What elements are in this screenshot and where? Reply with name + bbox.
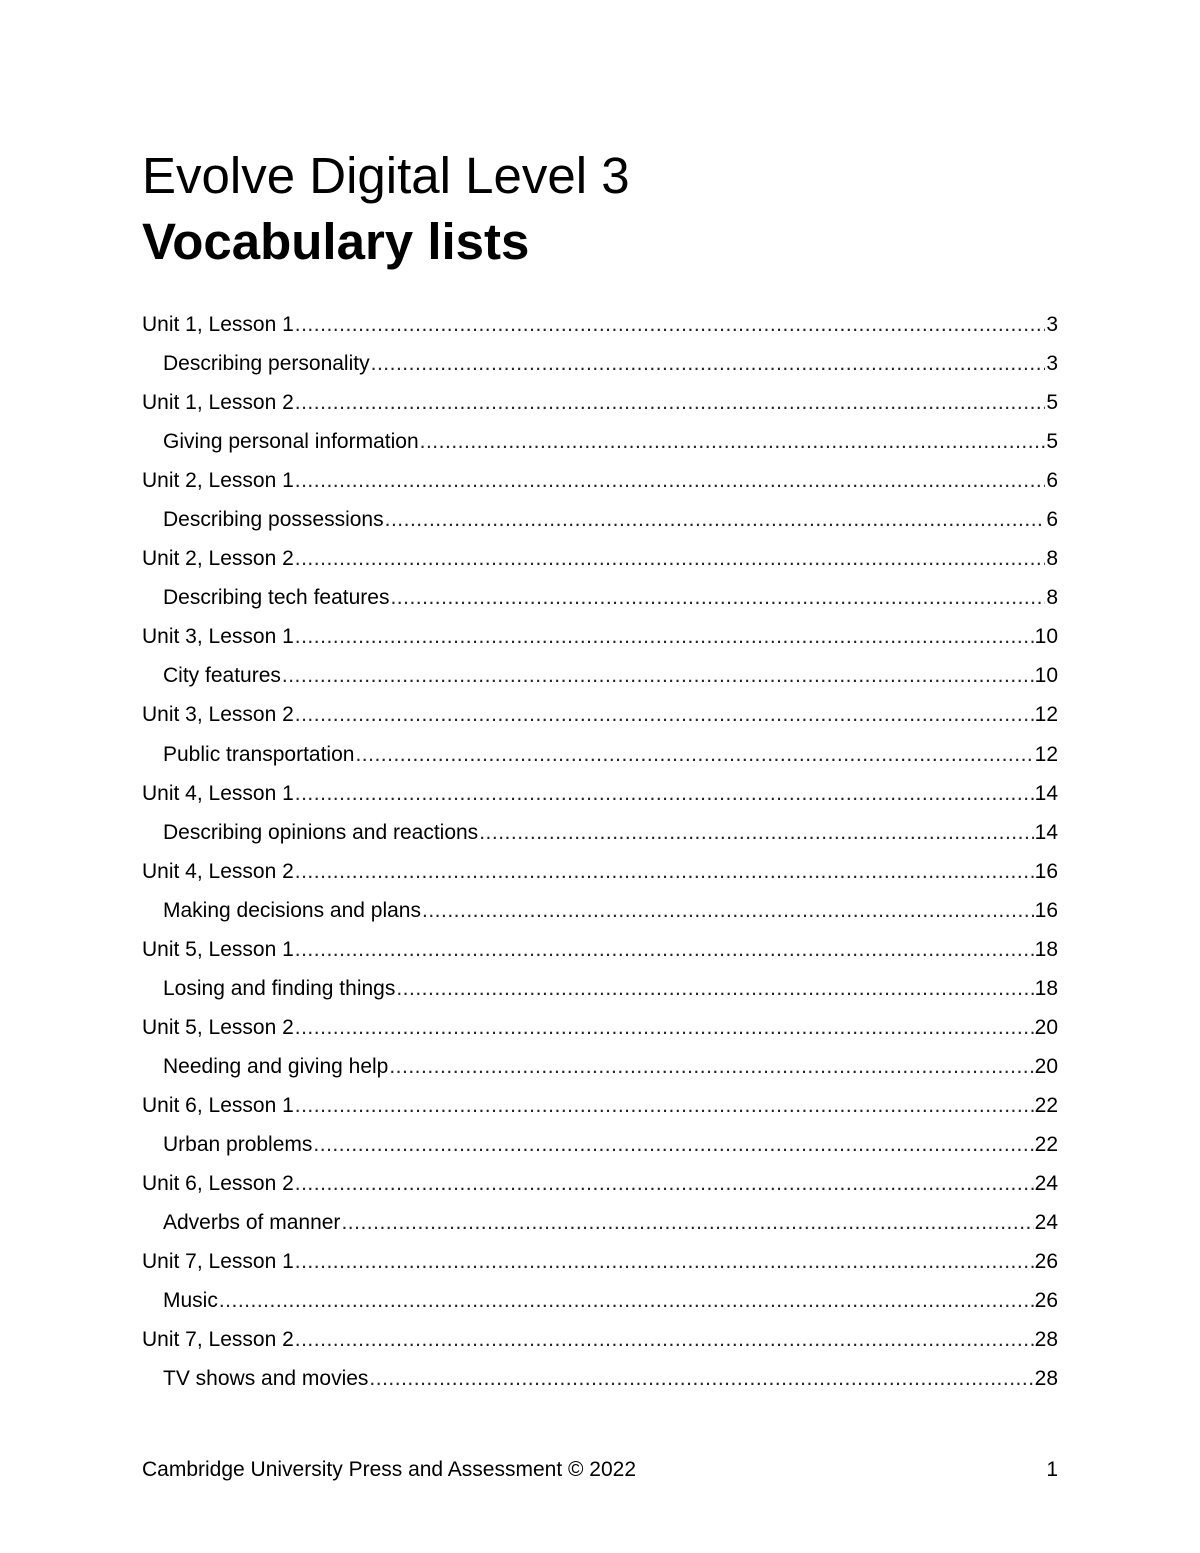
toc-page-number: 18 xyxy=(1034,976,1058,1000)
toc-dot-leader xyxy=(385,500,1046,539)
toc-page-number: 8 xyxy=(1046,586,1058,610)
document-title: Evolve Digital Level 3 xyxy=(142,147,630,204)
toc-entry-label: Adverbs of manner xyxy=(163,1211,341,1235)
toc-entry-label: Unit 3, Lesson 2 xyxy=(142,703,294,727)
toc-page-number: 10 xyxy=(1034,625,1058,649)
toc-page-number: 22 xyxy=(1034,1132,1058,1156)
toc-dot-leader xyxy=(313,1125,1033,1164)
toc-entry-label: Unit 5, Lesson 2 xyxy=(142,1015,294,1039)
toc-subentry[interactable] xyxy=(142,1359,1058,1398)
toc-page-number: 14 xyxy=(1034,781,1058,805)
toc-subentry[interactable] xyxy=(142,422,1058,461)
toc-entry[interactable] xyxy=(142,1086,1058,1125)
toc-dot-leader xyxy=(355,735,1033,774)
toc-entry-label: Describing opinions and reactions xyxy=(163,820,479,844)
toc-entry-label: Unit 3, Lesson 1 xyxy=(142,625,294,649)
toc-dot-leader xyxy=(369,1359,1033,1398)
toc-page-number: 3 xyxy=(1046,313,1058,336)
toc-page-number: 16 xyxy=(1034,859,1058,883)
toc-entry[interactable] xyxy=(142,1320,1058,1359)
footer-page-number: 1 xyxy=(1046,1458,1058,1481)
toc-entry-label: Unit 4, Lesson 2 xyxy=(142,859,294,883)
toc-page-number: 6 xyxy=(1046,508,1058,532)
toc-dot-leader xyxy=(295,461,1046,500)
toc-page-number: 12 xyxy=(1034,742,1058,766)
toc-entry[interactable] xyxy=(142,695,1058,734)
toc-entry[interactable] xyxy=(142,1242,1058,1281)
toc-subentry[interactable] xyxy=(142,344,1058,383)
toc-subentry[interactable] xyxy=(142,891,1058,930)
toc-entry-label: Unit 1, Lesson 1 xyxy=(142,313,294,336)
toc-dot-leader xyxy=(295,774,1034,813)
footer-copyright: Cambridge University Press and Assessment © 2022 xyxy=(142,1458,637,1481)
toc-entry-label: Describing possessions xyxy=(163,508,384,532)
toc-entry-label: Unit 7, Lesson 2 xyxy=(142,1328,294,1352)
toc-page-number: 24 xyxy=(1034,1211,1058,1235)
toc-dot-leader xyxy=(295,1320,1034,1359)
toc-dot-leader xyxy=(341,1203,1033,1242)
toc-page-number: 5 xyxy=(1046,391,1058,415)
toc-entry-label: Unit 6, Lesson 1 xyxy=(142,1093,294,1117)
toc-subentry[interactable] xyxy=(142,1281,1058,1320)
toc-dot-leader xyxy=(295,852,1034,891)
toc-entry-label: Describing tech features xyxy=(163,586,390,610)
toc-entry-label: Urban problems xyxy=(163,1132,313,1156)
toc-dot-leader xyxy=(219,1281,1034,1320)
toc-entry[interactable] xyxy=(142,930,1058,969)
toc-entry-label: Unit 4, Lesson 1 xyxy=(142,781,294,805)
toc-page-number: 28 xyxy=(1034,1367,1058,1391)
toc-subentry[interactable] xyxy=(142,500,1058,539)
toc-dot-leader xyxy=(282,656,1034,695)
toc-page-number: 20 xyxy=(1034,1015,1058,1039)
toc-entry-label: Needing and giving help xyxy=(163,1054,389,1078)
toc-subentry[interactable] xyxy=(142,813,1058,852)
toc-dot-leader xyxy=(295,383,1046,422)
toc-dot-leader xyxy=(295,305,1046,344)
toc-entry[interactable] xyxy=(142,1008,1058,1047)
toc-dot-leader xyxy=(295,1086,1034,1125)
toc-entry-label: Describing personality xyxy=(163,352,370,376)
toc-dot-leader xyxy=(422,891,1034,930)
toc-entry[interactable] xyxy=(142,774,1058,813)
toc-page-number: 6 xyxy=(1046,469,1058,493)
document-subtitle: Vocabulary lists xyxy=(142,213,530,270)
toc-page-number: 20 xyxy=(1034,1054,1058,1078)
toc-entry-label: Unit 6, Lesson 2 xyxy=(142,1172,294,1196)
toc-page-number: 14 xyxy=(1034,820,1058,844)
toc-subentry[interactable] xyxy=(142,578,1058,617)
toc-page-number: 3 xyxy=(1046,352,1058,376)
toc-entry[interactable] xyxy=(142,461,1058,500)
toc-entry-label: Making decisions and plans xyxy=(163,898,421,922)
toc-dot-leader xyxy=(390,578,1045,617)
toc-subentry[interactable] xyxy=(142,1125,1058,1164)
toc-page-number: 28 xyxy=(1034,1328,1058,1352)
toc-subentry[interactable] xyxy=(142,969,1058,1008)
toc-entry-label: TV shows and movies xyxy=(163,1367,369,1391)
toc-subentry[interactable] xyxy=(142,1203,1058,1242)
toc-page-number: 18 xyxy=(1034,937,1058,961)
toc-entry[interactable] xyxy=(142,1164,1058,1203)
toc-entry-label: Unit 2, Lesson 2 xyxy=(142,547,294,571)
toc-subentry[interactable] xyxy=(142,656,1058,695)
toc-entry-label: Unit 5, Lesson 1 xyxy=(142,937,294,961)
toc-page-number: 26 xyxy=(1034,1289,1058,1313)
toc-entry-label: Public transportation xyxy=(163,742,355,766)
toc-dot-leader xyxy=(295,1164,1034,1203)
toc-dot-leader xyxy=(295,539,1046,578)
toc-entry-label: City features xyxy=(163,664,281,688)
toc-entry[interactable] xyxy=(142,305,1058,344)
toc-entry-label: Music xyxy=(163,1289,218,1313)
page-footer xyxy=(142,1455,1058,1485)
toc-dot-leader xyxy=(420,422,1046,461)
toc-page-number: 12 xyxy=(1034,703,1058,727)
toc-entry[interactable] xyxy=(142,383,1058,422)
toc-page-number: 5 xyxy=(1046,430,1058,454)
toc-entry-label: Losing and finding things xyxy=(163,976,396,1000)
toc-page-number: 22 xyxy=(1034,1093,1058,1117)
toc-entry[interactable] xyxy=(142,539,1058,578)
toc-page-number: 8 xyxy=(1046,547,1058,571)
toc-page-number: 26 xyxy=(1034,1250,1058,1274)
toc-dot-leader xyxy=(371,344,1046,383)
toc-dot-leader xyxy=(295,930,1034,969)
toc-dot-leader xyxy=(479,813,1033,852)
toc-dot-leader xyxy=(295,617,1034,656)
toc-dot-leader xyxy=(295,695,1034,734)
toc-page-number: 16 xyxy=(1034,898,1058,922)
table-of-contents xyxy=(142,305,1058,1398)
toc-entry-label: Unit 7, Lesson 1 xyxy=(142,1250,294,1274)
toc-dot-leader xyxy=(295,1008,1034,1047)
toc-entry-label: Giving personal information xyxy=(163,430,419,454)
toc-entry[interactable] xyxy=(142,852,1058,891)
toc-page-number: 10 xyxy=(1034,664,1058,688)
toc-dot-leader xyxy=(389,1047,1033,1086)
toc-entry[interactable] xyxy=(142,617,1058,656)
toc-subentry[interactable] xyxy=(142,1047,1058,1086)
toc-entry-label: Unit 1, Lesson 2 xyxy=(142,391,294,415)
toc-dot-leader xyxy=(396,969,1033,1008)
toc-entry-label: Unit 2, Lesson 1 xyxy=(142,469,294,493)
toc-page-number: 24 xyxy=(1034,1172,1058,1196)
toc-subentry[interactable] xyxy=(142,735,1058,774)
toc-dot-leader xyxy=(295,1242,1034,1281)
